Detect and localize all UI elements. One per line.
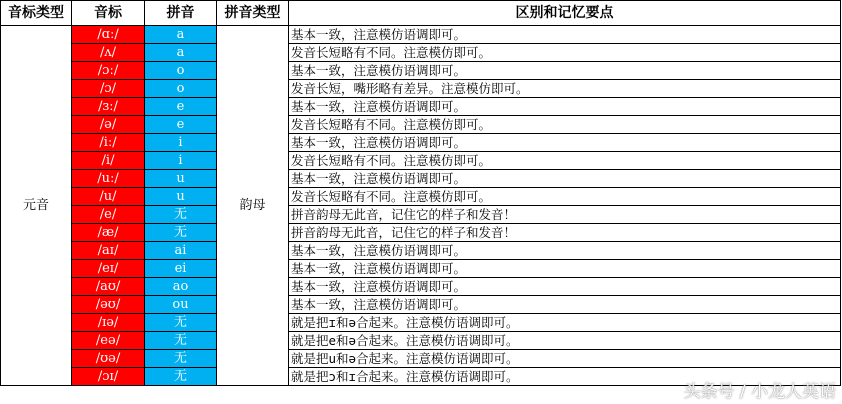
- table-row: [1, 242, 841, 260]
- pinyin-cell: o: [145, 80, 217, 98]
- phonetic-cell: /aɪ/: [72, 242, 145, 260]
- table-row: [1, 206, 841, 224]
- table-row: [1, 260, 841, 278]
- phonetic-cell: /ʌ/: [72, 44, 145, 62]
- note-cell: 基本一致，注意模仿语调即可。: [289, 26, 841, 44]
- phonetic-cell: /eɪ/: [72, 260, 145, 278]
- pinyin-type-cell: 韵母: [217, 26, 289, 386]
- pinyin-cell: ai: [145, 242, 217, 260]
- table-row: [1, 224, 841, 242]
- note-cell: 基本一致，注意模仿语调即可。: [289, 260, 841, 278]
- table-row: [1, 26, 841, 44]
- table-row: [1, 116, 841, 134]
- table-row: [1, 350, 841, 368]
- phonetic-cell: /æ/: [72, 224, 145, 242]
- note-cell: 就是把ɪ和ə合起来。注意模仿语调即可。: [289, 314, 841, 332]
- pinyin-cell: u: [145, 170, 217, 188]
- note-cell: 发音长短略有不同。注意模仿即可。: [289, 116, 841, 134]
- phonetic-cell: /ʊə/: [72, 350, 145, 368]
- pinyin-cell: 无: [145, 368, 217, 386]
- table-row: [1, 62, 841, 80]
- pinyin-cell: ei: [145, 260, 217, 278]
- pinyin-cell: a: [145, 26, 217, 44]
- header-phonetic: 音标: [72, 1, 145, 26]
- note-cell: 发音长短略有不同。注意模仿即可。: [289, 44, 841, 62]
- pinyin-cell: 无: [145, 332, 217, 350]
- table-header-row: [1, 1, 841, 26]
- table-row: [1, 134, 841, 152]
- table-row: [1, 314, 841, 332]
- table-row: [1, 188, 841, 206]
- note-cell: 基本一致，注意模仿语调即可。: [289, 242, 841, 260]
- note-cell: 基本一致，注意模仿语调即可。: [289, 134, 841, 152]
- phonetic-cell: /u/: [72, 188, 145, 206]
- phonetic-cell: /iː/: [72, 134, 145, 152]
- note-cell: 发音长短略有不同。注意模仿即可。: [289, 188, 841, 206]
- note-cell: 基本一致，注意模仿语调即可。: [289, 278, 841, 296]
- phonetic-cell: /əʊ/: [72, 296, 145, 314]
- phonetic-cell: /ɑː/: [72, 26, 145, 44]
- header-pinyin-type: 拼音类型: [217, 1, 289, 26]
- phonetic-cell: /ə/: [72, 116, 145, 134]
- phonetic-cell: /aʊ/: [72, 278, 145, 296]
- note-cell: 基本一致，注意模仿语调即可。: [289, 170, 841, 188]
- pinyin-cell: ao: [145, 278, 217, 296]
- pinyin-cell: e: [145, 98, 217, 116]
- note-cell: 基本一致，注意模仿语调即可。: [289, 296, 841, 314]
- note-cell: 就是把u和ə合起来。注意模仿语调即可。: [289, 350, 841, 368]
- header-notes: 区别和记忆要点: [289, 1, 841, 26]
- table-body: [1, 26, 841, 386]
- pinyin-cell: 无: [145, 206, 217, 224]
- pinyin-cell: i: [145, 134, 217, 152]
- pinyin-cell: 无: [145, 350, 217, 368]
- phonetic-cell: /ɔː/: [72, 62, 145, 80]
- watermark: 头条号 / 小龙人英语: [683, 382, 836, 402]
- table-row: [1, 98, 841, 116]
- note-cell: 拼音韵母无此音，记住它的样子和发音！: [289, 224, 841, 242]
- table-row: [1, 44, 841, 62]
- note-cell: 发音长短略有不同。注意模仿即可。: [289, 152, 841, 170]
- phonetic-cell: /ɜː/: [72, 98, 145, 116]
- header-phonetic-type: 音标类型: [1, 1, 72, 26]
- pinyin-cell: 无: [145, 224, 217, 242]
- note-cell: 拼音韵母无此音，记住它的样子和发音！: [289, 206, 841, 224]
- note-cell: 就是把ɔ和ɪ合起来。注意模仿语调即可。: [289, 368, 841, 386]
- table-row: [1, 332, 841, 350]
- phonetic-cell: /i/: [72, 152, 145, 170]
- table-row: [1, 296, 841, 314]
- header-pinyin: 拼音: [145, 1, 217, 26]
- table-row: [1, 170, 841, 188]
- pinyin-cell: 无: [145, 314, 217, 332]
- phonetic-cell: /ɔɪ/: [72, 368, 145, 386]
- phonetic-cell: /ɪə/: [72, 314, 145, 332]
- pinyin-cell: o: [145, 62, 217, 80]
- phonetic-cell: /uː/: [72, 170, 145, 188]
- table-row: [1, 278, 841, 296]
- pinyin-cell: a: [145, 44, 217, 62]
- pinyin-cell: i: [145, 152, 217, 170]
- pinyin-cell: ou: [145, 296, 217, 314]
- note-cell: 基本一致，注意模仿语调即可。: [289, 98, 841, 116]
- note-cell: 基本一致，注意模仿语调即可。: [289, 62, 841, 80]
- note-cell: 发音长短，嘴形略有差异。注意模仿即可。: [289, 80, 841, 98]
- table-row: [1, 152, 841, 170]
- table-row: [1, 80, 841, 98]
- phonetic-type-cell: 元音: [1, 26, 72, 386]
- phonetic-cell: /e/: [72, 206, 145, 224]
- phonetic-cell: /eə/: [72, 332, 145, 350]
- pinyin-cell: u: [145, 188, 217, 206]
- note-cell: 就是把e和ə合起来。注意模仿语调即可。: [289, 332, 841, 350]
- phonetic-cell: /ɔ/: [72, 80, 145, 98]
- pinyin-cell: e: [145, 116, 217, 134]
